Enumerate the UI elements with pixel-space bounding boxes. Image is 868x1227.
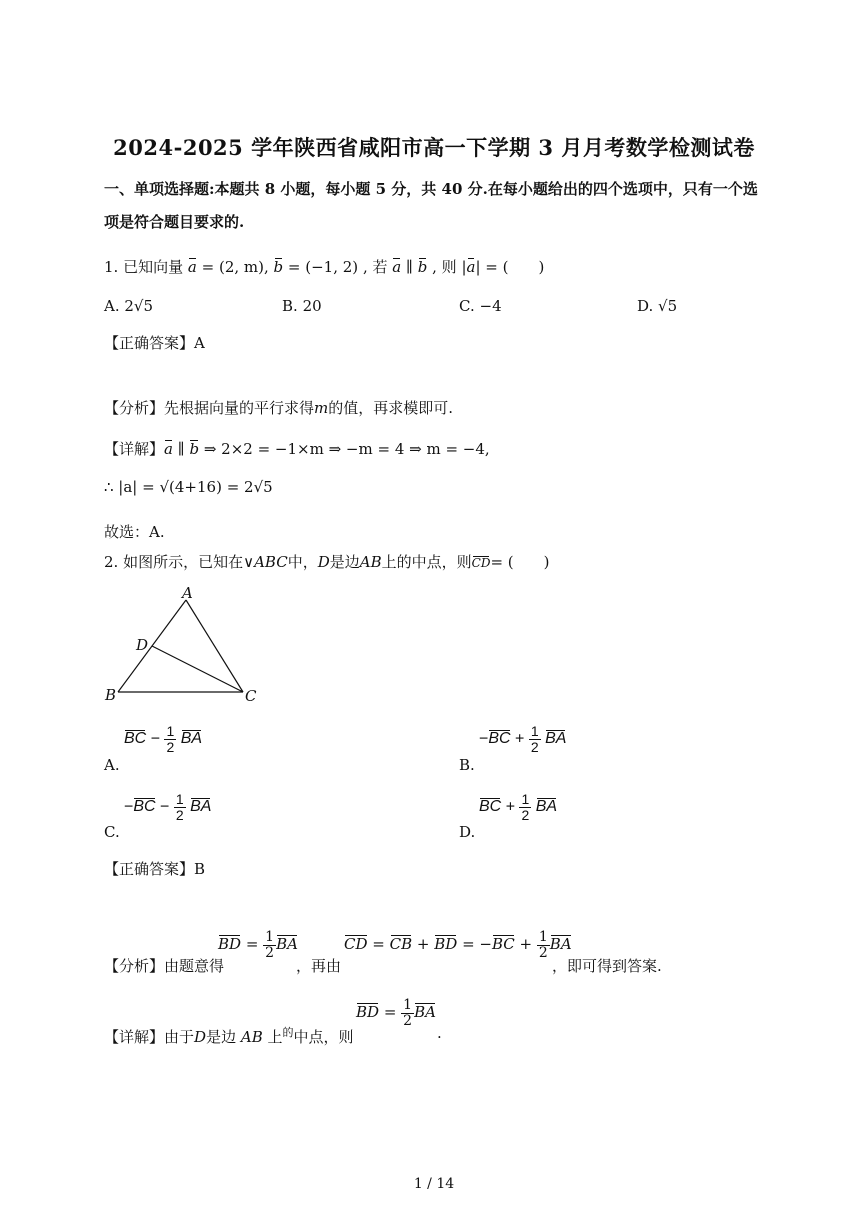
q2-detail-formula: BD = $\frac{1}{2}$ BA	[356, 997, 436, 1029]
analysis-tag: 【分析】	[104, 399, 165, 417]
abs-a: |a|	[461, 258, 481, 276]
q2-stem: 2. 如图所示，已知在∨ABC中，D是边AB上的中点，则CD= ( )	[104, 553, 550, 571]
q2-option-a-expr[interactable]: BC − $\frac{1}{2}$ BA	[124, 723, 203, 755]
q1-stem	[104, 256, 544, 277]
target-vector: CD	[471, 556, 491, 570]
q2-option-d-label[interactable]: D.	[459, 823, 476, 841]
option-label: C.	[459, 297, 475, 315]
q1-stem-end: = ( )	[485, 258, 545, 276]
q1-stem-prefix: 已知向量	[123, 258, 184, 276]
q2-option-b-label[interactable]: B.	[459, 756, 475, 774]
q2-stem-text: 如图所示，已知在	[123, 553, 244, 571]
parallel-symbol: ∥	[406, 258, 413, 276]
section-heading-line1: 一、单项选择题:本题共 8 小题，每小题 5 分，共 40 分.在每小题给出的四个选项中，只有一个选	[104, 180, 758, 198]
q1-number: 1.	[104, 258, 119, 276]
vector-b-2: b	[417, 258, 428, 276]
detail-tag: 【详解】	[104, 440, 165, 458]
q1-stem-mid: , 若	[362, 258, 388, 276]
q1-answer: 【正确答案】A	[104, 334, 205, 352]
q2-analysis-formula-2: CD = CB + BD = −BC + $\frac{1}{2}$ BA	[344, 929, 572, 961]
label-c: C	[245, 687, 257, 705]
vector-b: b	[273, 258, 284, 276]
option-value: 2√5	[124, 297, 154, 315]
q1-conclusion: 故选：A.	[104, 523, 165, 541]
q2-analysis-text-2: ，再由	[296, 957, 342, 975]
q2-option-c-expr[interactable]: −BC − $\frac{1}{2}$ BA	[124, 791, 212, 823]
q1-stem-then: , 则	[432, 258, 457, 276]
point-d: D	[317, 553, 330, 571]
option-value: −4	[479, 297, 502, 315]
q2-stem-text-4: 上的中点，则	[381, 553, 472, 571]
vector-a: a	[187, 258, 197, 276]
q1-option-d[interactable]	[637, 297, 677, 315]
q2-option-a-label[interactable]: A.	[104, 756, 120, 774]
option-value: √5	[658, 297, 678, 315]
label-d: D	[136, 636, 149, 654]
vector-a-2: a	[392, 258, 402, 276]
analysis-var: m	[314, 399, 329, 417]
q2-analysis-formula-1: BD = $\frac{1}{2}$ BA	[218, 929, 298, 961]
section-heading-line2: 项是符合题目要求的.	[104, 213, 245, 231]
q2-analysis-text: 【分析】由题意得	[104, 957, 225, 975]
q1-option-c[interactable]	[459, 297, 502, 315]
option-label: D.	[637, 297, 654, 315]
detail-formula: ⇒ 2×2 = −1×m ⇒ −m = 4 ⇒ m = −4	[203, 440, 485, 458]
q2-answer: 【正确答案】B	[104, 860, 206, 878]
page-number: 1 / 14	[413, 1176, 455, 1192]
option-value: 20	[302, 297, 322, 315]
triangle-name: ABC	[254, 553, 288, 571]
q1-detail-line1: 【详解】a ∥ b ⇒ 2×2 = −1×m ⇒ −m = 4 ⇒ m = −4,	[104, 440, 490, 458]
page-title: 2024-2025 学年陕西省咸阳市高一下学期 3 月月考数学检测试卷	[113, 135, 755, 160]
q2-stem-text-3: 是边	[329, 553, 360, 571]
q2-detail-period: .	[437, 1024, 442, 1042]
q1-option-b[interactable]	[282, 297, 322, 315]
analysis-text: 先根据向量的平行求得	[164, 399, 315, 417]
q2-analysis-text-3: ，即可得到答案.	[552, 957, 662, 975]
q1-analysis	[104, 397, 453, 418]
q2-number: 2.	[104, 553, 119, 571]
option-label: B.	[282, 297, 298, 315]
q2-option-c-label[interactable]: C.	[104, 823, 120, 841]
q1-vec-a-def: = (2, m),	[201, 258, 269, 276]
q1-option-a[interactable]	[104, 297, 153, 315]
q2-option-b-expr[interactable]: −BC + $\frac{1}{2}$ BA	[479, 723, 567, 755]
q2-detail: 【详解】由于D是边 AB 上$^的$中点，则	[104, 1026, 354, 1046]
q1-detail-line2: ∴ |a| = √(4+16) = 2√5	[104, 478, 273, 496]
q2-stem-end: = ( )	[490, 553, 550, 571]
triangle-figure	[100, 582, 270, 712]
analysis-text-2: 的值，再求模即可.	[328, 399, 454, 417]
label-b: B	[105, 686, 117, 704]
q2-stem-text-2: 中，	[287, 553, 318, 571]
q2-option-d-expr[interactable]: BC + $\frac{1}{2}$ BA	[479, 791, 558, 823]
q1-vec-b-def: = (−1, 2)	[287, 258, 359, 276]
option-label: A.	[104, 297, 120, 315]
edge-ab: AB	[359, 553, 382, 571]
label-a: A	[182, 584, 193, 602]
